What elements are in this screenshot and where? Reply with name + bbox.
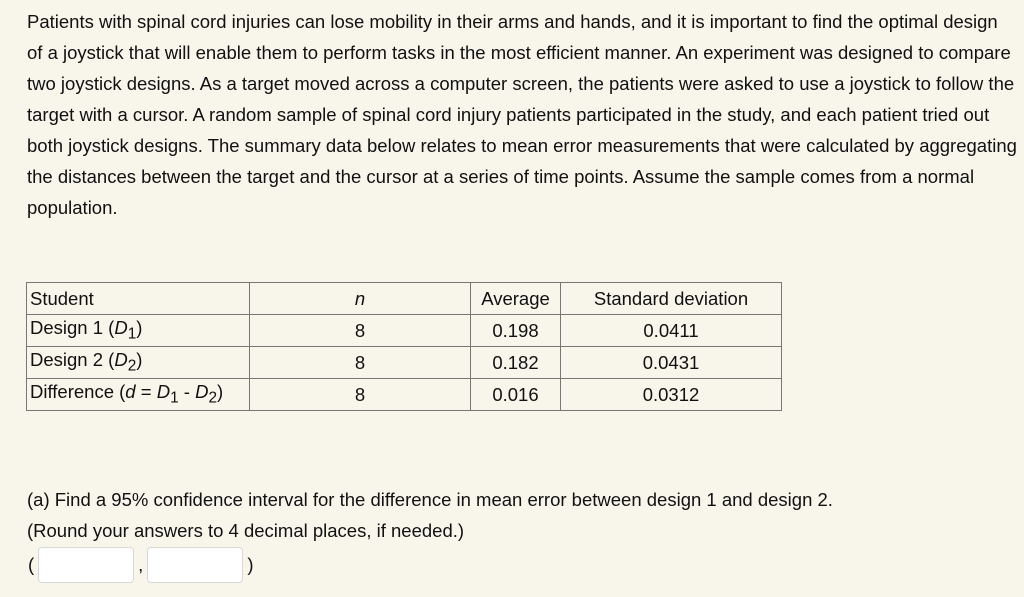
header-average: Average [471, 283, 561, 315]
comma-separator: , [138, 554, 144, 575]
problem-intro: Patients with spinal cord injuries can lose mobility in their arms and hands, and it is important to find the optimal design of a joystick that will enable them to perform tasks in the most efficient manner. An experiment was designed to compare two joystick designs. As a target moved across a computer screen, the patients were asked to use a joystick to follow the target with a cursor. A random sample of spinal cord injury patients participated in the study, and each patient tried out both joystick designs. The summary data below relates to mean error measurements that were calculated by aggregating the distances between the target and the cursor at a series of time points. Assume the sample comes from a normal population. [27, 11, 1017, 218]
confidence-interval-answer [28, 545, 253, 585]
question-part-a [27, 484, 1017, 546]
row-label-design-2: Design 2 $(D_2)$ [27, 347, 250, 379]
cell-average: 0.198 [471, 315, 561, 347]
cell-sd: 0.0312 [561, 379, 782, 411]
cell-n: 8 [250, 347, 471, 379]
row-label-design-1: Design 1 $(D_1)$ [27, 315, 250, 347]
table-row [27, 315, 782, 347]
header-student: Student [27, 283, 250, 315]
question-text: (a) Find a 95% confidence interval for the difference in mean error between design 1 and design 2. [27, 489, 833, 510]
cell-n: 8 [250, 379, 471, 411]
table-row [27, 347, 782, 379]
lower-bound-input[interactable] [38, 547, 134, 583]
cell-average: 0.016 [471, 379, 561, 411]
open-paren: ( [28, 554, 35, 575]
header-sd: Standard deviation [561, 283, 782, 315]
header-n: n [250, 283, 471, 315]
summary-table [26, 282, 782, 411]
close-paren: ) [247, 554, 254, 575]
rounding-note: (Round your answers to 4 decimal places, if needed.) [27, 520, 465, 541]
cell-n: 8 [250, 315, 471, 347]
cell-average: 0.182 [471, 347, 561, 379]
table-header-row [27, 283, 782, 315]
table-row [27, 379, 782, 411]
row-label-difference: Difference $(d = D_1 - D_2)$ [27, 379, 250, 411]
cell-sd: 0.0411 [561, 315, 782, 347]
upper-bound-input[interactable] [147, 547, 243, 583]
cell-sd: 0.0431 [561, 347, 782, 379]
